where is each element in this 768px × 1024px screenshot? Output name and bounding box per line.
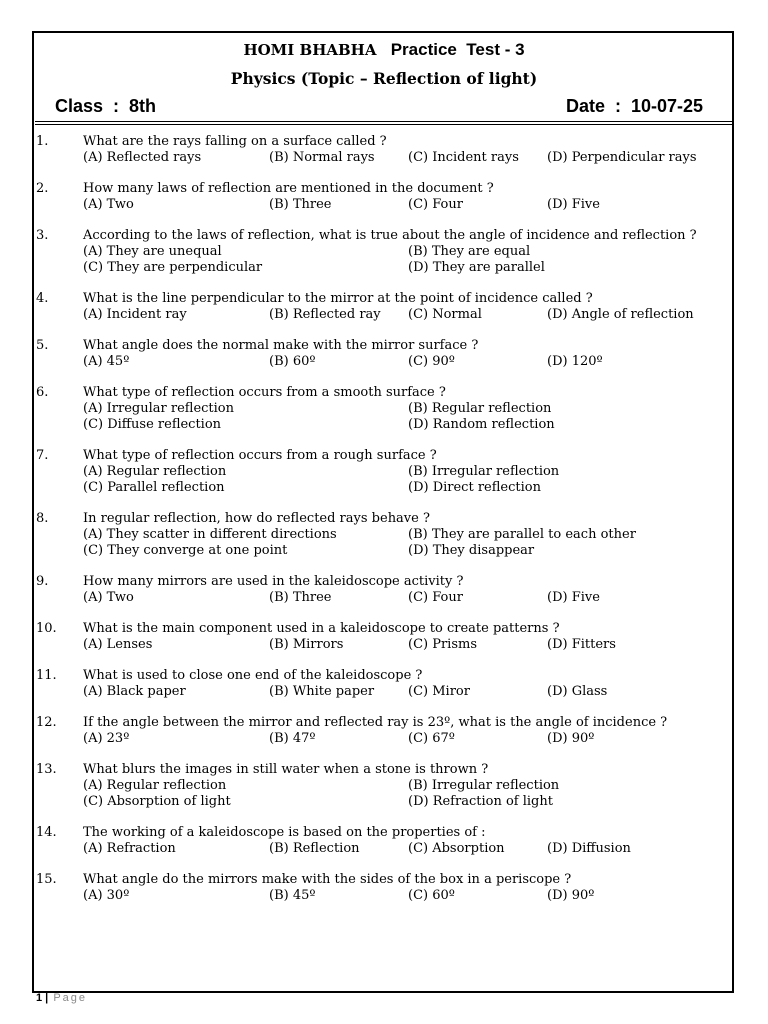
question-text: What is the line perpendicular to the mirror at the point of incidence called ? — [83, 291, 593, 306]
question-text: If the angle between the mirror and reflected ray is 23º, what is the angle of incidence ? — [83, 715, 668, 730]
answer-option: (A) 30º — [83, 888, 130, 903]
answer-option: (C) Four — [408, 590, 463, 605]
question-number: 9. — [36, 574, 49, 589]
answer-option: (C) 60º — [408, 888, 455, 903]
page-label: Page — [48, 992, 88, 1004]
question-number: 2. — [36, 181, 49, 196]
answer-option: (B) 60º — [269, 354, 316, 369]
class-label: Class : 8th — [55, 96, 157, 116]
answer-option: (A) Regular reflection — [83, 464, 227, 479]
answer-option: (D) Direct reflection — [408, 480, 541, 495]
answer-option: (D) Diffusion — [547, 841, 631, 856]
test-name: Practice Test - 3 — [390, 40, 525, 59]
answer-option: (D) They are parallel — [408, 260, 545, 275]
question-number: 7. — [36, 448, 49, 463]
answer-option: (A) Irregular reflection — [83, 401, 235, 416]
answer-option: (C) Miror — [408, 684, 470, 699]
answer-option: (D) They disappear — [408, 543, 535, 558]
answer-option: (A) They scatter in different directions — [83, 527, 337, 542]
question-text: According to the laws of reflection, what is true about the angle of incidence and reflection ? — [83, 228, 697, 243]
question-text: What is used to close one end of the kaleidoscope ? — [83, 668, 423, 683]
answer-option: (C) Four — [408, 197, 463, 212]
question-text: What is the main component used in a kaleidoscope to create patterns ? — [83, 621, 560, 636]
question-number: 5. — [36, 338, 49, 353]
answer-option: (B) Irregular reflection — [408, 778, 560, 793]
question-number: 12. — [36, 715, 57, 730]
answer-option: (B) Reflected ray — [269, 307, 381, 322]
answer-option: (A) Two — [83, 197, 134, 212]
question-number: 8. — [36, 511, 49, 526]
header-divider — [35, 124, 732, 125]
answer-option: (B) Three — [269, 197, 332, 212]
answer-option: (C) Absorption — [408, 841, 505, 856]
question-text: What are the rays falling on a surface called ? — [83, 134, 387, 149]
answer-option: (C) Diffuse reflection — [83, 417, 222, 432]
answer-option: (D) Random reflection — [408, 417, 555, 432]
answer-option: (B) They are equal — [408, 244, 531, 259]
question-number: 6. — [36, 385, 49, 400]
question-number: 11. — [36, 668, 57, 683]
answer-option: (A) Incident ray — [83, 307, 187, 322]
answer-option: (B) White paper — [269, 684, 375, 699]
question-number: 1. — [36, 134, 49, 149]
answer-option: (C) They converge at one point — [83, 543, 288, 558]
answer-option: (D) Glass — [547, 684, 608, 699]
question-text: How many mirrors are used in the kaleidoscope activity ? — [83, 574, 464, 589]
answer-option: (B) Irregular reflection — [408, 464, 560, 479]
answer-option: (D) 90º — [547, 888, 595, 903]
answer-option: (B) Reflection — [269, 841, 360, 856]
answer-option: (C) Absorption of light — [83, 794, 231, 809]
answer-option: (A) Black paper — [83, 684, 186, 699]
answer-option: (D) Angle of reflection — [547, 307, 694, 322]
question-text: The working of a kaleidoscope is based on the properties of : — [83, 825, 486, 840]
answer-option: (C) 67º — [408, 731, 455, 746]
answer-option: (B) They are parallel to each other — [408, 527, 636, 542]
question-text: What angle do the mirrors make with the sides of the box in a periscope ? — [83, 872, 572, 887]
answer-option: (D) Refraction of light — [408, 794, 553, 809]
test-title — [0, 40, 768, 60]
answer-option: (A) They are unequal — [83, 244, 222, 259]
page-footer — [36, 992, 87, 1004]
answer-option: (D) Fitters — [547, 637, 616, 652]
question-text: What angle does the normal make with the mirror surface ? — [83, 338, 479, 353]
question-text: In regular reflection, how do reflected rays behave ? — [83, 511, 430, 526]
subject-title: Physics (Topic – Reflection of light) — [230, 69, 538, 88]
answer-option: (D) Perpendicular rays — [547, 150, 697, 165]
answer-option: (C) Prisms — [408, 637, 478, 652]
answer-option: (B) Normal rays — [269, 150, 375, 165]
question-number: 14. — [36, 825, 57, 840]
answer-option: (D) Five — [547, 197, 600, 212]
answer-option: (D) 120º — [547, 354, 603, 369]
answer-option: (A) Reflected rays — [83, 150, 202, 165]
answer-option: (C) 90º — [408, 354, 455, 369]
question-number: 13. — [36, 762, 57, 777]
school-name: HOMI BHABHA — [243, 41, 377, 59]
answer-option: (C) They are perpendicular — [83, 260, 263, 275]
answer-option: (B) 45º — [269, 888, 316, 903]
date-label: Date : 10-07-25 — [566, 96, 704, 116]
answer-option: (D) 90º — [547, 731, 595, 746]
answer-option: (B) Three — [269, 590, 332, 605]
answer-option: (C) Parallel reflection — [83, 480, 225, 495]
answer-option: (A) 23º — [83, 731, 130, 746]
question-number: 4. — [36, 291, 49, 306]
answer-option: (B) 47º — [269, 731, 316, 746]
answer-option: (B) Mirrors — [269, 637, 344, 652]
question-text: How many laws of reflection are mentioned in the document ? — [83, 181, 494, 196]
question-text: What blurs the images in still water when a stone is thrown ? — [83, 762, 489, 777]
answer-option: (A) 45º — [83, 354, 130, 369]
answer-option: (C) Incident rays — [408, 150, 519, 165]
question-text: What type of reflection occurs from a smooth surface ? — [83, 385, 446, 400]
answer-option: (A) Lenses — [83, 637, 153, 652]
answer-option: (B) Regular reflection — [408, 401, 552, 416]
header-divider — [35, 121, 732, 122]
question-text: What type of reflection occurs from a rough surface ? — [83, 448, 437, 463]
answer-option: (C) Normal — [408, 307, 482, 322]
question-number: 15. — [36, 872, 57, 887]
answer-option: (D) Five — [547, 590, 600, 605]
answer-option: (A) Refraction — [83, 841, 176, 856]
answer-option: (A) Regular reflection — [83, 778, 227, 793]
question-number: 3. — [36, 228, 49, 243]
answer-option: (A) Two — [83, 590, 134, 605]
page-number: 1 | — [36, 992, 49, 1004]
question-number: 10. — [36, 621, 57, 636]
